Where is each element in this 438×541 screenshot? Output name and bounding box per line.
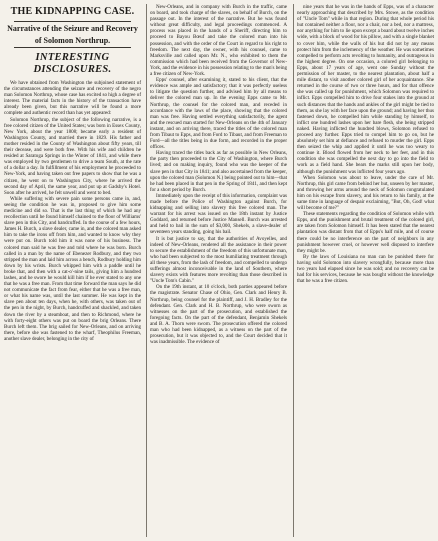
subheadline-divider xyxy=(14,47,131,48)
column-1 xyxy=(4,4,141,342)
paragraph: It is but justice to say, that the authorities of Avoyelles, and indeed of New-Orleans, rendered all the assistance in their power to secure the establishment of the freedom of this unfortunate man, who had been subjected to the most humiliating treatment through all these years, from the lash of freedom, and compelled to undergo sufferings almost inconceivable in the land of Southern, where slavery exists with features more revolting than those described in "Uncle Tom's Cabin." xyxy=(150,235,287,285)
column-3 xyxy=(297,4,434,284)
paragraph: When Solomon was about to leave, under the care of Mr. Northrup, this girl came from behind her hut, unseen by her master, and throwing her arms around the neck of Solomon congratulated him on his escape from slavery, and his return to his family, at the same time in language of despair exclaiming, "But, Oh, God! what will become of me?" xyxy=(297,174,434,212)
paragraph: While suffering with severe pain some persons came in, and, seeing the condition he was in, proposed to give him some medicine and did so. That is the last thing of which he had any recollection until he found himself chained to the floor of Williams' slave pen in this City, and handcuffed. In the course of a few hours, James H. Burch, a slave dealer, came in, and the colored man asked him to take the irons off from him, and wanted to know why they were put on. Burch told him it was none of his business. The colored man said he was free and told where he was born. Burch called in a man by the name of Ebenezer Rodbury, and they two stripped the man and laid him across a bench, Rodbury holding him down by his wrists. Burch whipped him with a paddle until he broke that, and then with a cat-o'-nine tails, giving him a hundred lashes, and he swore he would kill him if he ever stated to any one that he was a free man. From that time forward the man says he did not communicate the fact from fear, either that he was a free man, or what his name was, until the last summer. He was kept in the slave pen about ten days, when he, with others, was taken out of the pen in the night, by Burch, handcuffed and shackled, and taken down the river by a steamboat, and then to Richmond, where he with forty-eight others was put on board the brig Orleans. There Burch left them. The brig sailed for New-Orleans, and on arriving there, before she was fastened to the wharf, Theophilus Freeman, another slave dealer, belonging in the city of xyxy=(4,195,141,342)
column-rule-right xyxy=(293,4,294,537)
headline-divider xyxy=(14,21,131,22)
column-rule-left xyxy=(146,4,147,537)
article-deck: INTERESTING DISCLOSURES. xyxy=(33,52,112,75)
paragraph: By the laws of Louisiana no man can be punished there for having sold Solomon into slavery wrongfully, because more than two years had elapsed since he was sold; and no recovery can be had for his services, because he was bought without the knowledge that he was a free citizen. xyxy=(297,253,434,285)
paragraph: Having traced the titles back as far as possible in New Orleans, the party then proceeded to the City of Washington, where Burch lived; and on making inquiry, found who was the keeper of the slave pen in that City in 1841; and also ascertained from the keeper, upon the colored man (Solomon N.) being pointed out to him—that he had been placed in that pen in the Spring of 1841, and then kept for a short period by Burch. xyxy=(150,150,288,193)
paragraph: Epps' counsel, after examining it, stated to his client, that the evidence was ample and satisfactory; that it was perfectly useless to litigate the question further, and advised him by all means to deliver the colored man up. In the evening Epps came to Mr. Northrup, the counsel for the colored man, and receded in accordance with the laws of the place, showing that the colored man was free. Having settled everything satisfactorily, the agent and the rescued man started for New-Orleans on the 4th of January instant, and on arriving there, traced the titles of the colored man from Tibaut to Epps, and from Ford to Tibaut, and from Freeman to Ford—all the titles being in due form, and recorded in the proper offices. xyxy=(150,77,287,151)
column-2 xyxy=(150,4,287,345)
paragraph: We have obtained from Washington the subjoined statement of the circumstances attending the seizure and recovery of the negro man Solomon Northrup, whose case has excited so high a degree of interest. The material facts in the history of the transaction have already been given, but this narrative will be found a more complete and authentic record than has yet appeared: xyxy=(4,80,141,117)
article-headline: THE KIDNAPPING CASE. xyxy=(10,6,135,17)
paragraph: Solomon Northrup, the subject of the following narrative, is a free colored citizen of the United States; was born in Essex County, New York, about the year 1808; became early a resident of Washington County, and married there in 1829. His father and mother resided in the County of Washington about fifty years, till their decease, and were both free. With his wife and children he resided at Saratoga Springs in the Winter of 1841, and while there was employed by two gentlemen to drive a team South, at the rate of a dollar a day. In fulfillment of his employment he proceeded to New-York, and having taken out free papers to show that he was a citizen, he went on to Washington City, where he arrived the second day of April, the same year, and put up at Gadsby's Hotel. Soon after he arrived, he felt unwell and went to bed. xyxy=(4,116,141,196)
paragraph: Immediately upon the receipt of this information, complaint was made before the Police of Washington against Burch, for kidnapping and selling into slavery this free colored man. The warrant for his arrest was issued on the 18th instant by Justice Goddard, and returned before Justice Mansell. Burch was arrested and held to bail in the sum of $3,000, Shekels, a slave-dealer of seventeen years standing, going his bail. xyxy=(150,192,287,236)
paragraph: On the 19th instant, at 10 o'clock, both parties appeared before the magistrate. Senator Chase of Ohio, Gen. Clark and Henry B. Northrup, being counsel for the plaintiff, and J. H. Bradley for the defendant. Gen. Clark and H. B. Northrup, who were sworn as witnesses on the part of the prosecution, and established the foregoing facts. On the part of the defendant, Benjamin Shekels and B. A. Thorn were sworn. The prosecution offered the colored man who had been kidnapped, as a witness on the part of the prosecution, but it was objected to, and the Court decided that it was inadmissible. The evidence of xyxy=(150,284,287,346)
article-subheadline-2: of Solomon Northrup. xyxy=(34,35,111,45)
paragraph: New-Orleans, and in company with Burch in the traffic, came on board, and took charge of the slaves, on behalf of Burch, on the passage out. In the interest of the narrative. But he was found without great difficulty, and legal proceedings commenced. A process was placed in the hands of a Sheriff, directing him to proceed to Bayou Bœuf and take the colored man into his possession, and with the order of the Court in regard to his right to freedom. The next day, the owner, with his counsel, came to Marksville and called upon Mr. N., who exhibited to them the commission which had been received from the Governor of New-York, and the evidence in his possession relating to the man's being a free citizen of New-York. xyxy=(150,4,287,78)
article-subheadline-1: Narrative of the Seizure and Recovery xyxy=(7,24,138,33)
paragraph: nine years that he was in the hands of Epps, was of a character nearly approaching that described by Mrs. Stowe, as the condition of "Uncle Tom" while in that region. During that whole period his hut contained neither a floor, nor a chair, nor a bed, nor a mattress, nor anything for him to lie upon except a board about twelve inches wide, with a block of wood for his pillow, and with a single blanket to cover him, while the walls of his hut did not by any means protect him from the inclemency of the weather. He was sometimes compelled to perform acts revolting to humanity, and outrageous in the highest degree. On one occasion, a colored girl belonging to Epps, about 17 years of age, went one Sunday without the permission of her master, to the nearest plantation, about half a mile distant, to visit another colored girl of her acquaintance. She returned in the course of two or three hours, and for that offence she was called up for punishment, which Solomon was required to inflict. Epps compelled him to drive four stakes into the ground at such distances that the hands and ankles of the girl might be tied to them, as she lay with her face upon the ground; and having her thus fastened down, he compelled him while standing by himself, to inflict one hundred lashes upon her bare flesh, she being stripped naked. Having inflicted the hundred blows, Solomon refused to proceed any further. Epps tried to compel him to go on, but he absolutely set him at defiance and refused to murder the girl. Epps then seized the whip and applied it until he was too weary to continue it. Blood flowed from her neck to her feet, and in this condition she was compelled the next day to go into the field to work as a field hand. She bears the marks still upon her body, although the punishment was inflicted four years ago. xyxy=(297,4,434,175)
paragraph: These statements regarding the condition of Solomon while with Epps, and the punishment and brutal treatment of the colored girl, are taken from Solomon himself. It has been stated that the nearest plantation was distant from that of Epps's half mile, and of course there could be no interference on the part of neighbors in any punishment however cruel, or however well disposed to interfere they might be. xyxy=(297,211,434,254)
